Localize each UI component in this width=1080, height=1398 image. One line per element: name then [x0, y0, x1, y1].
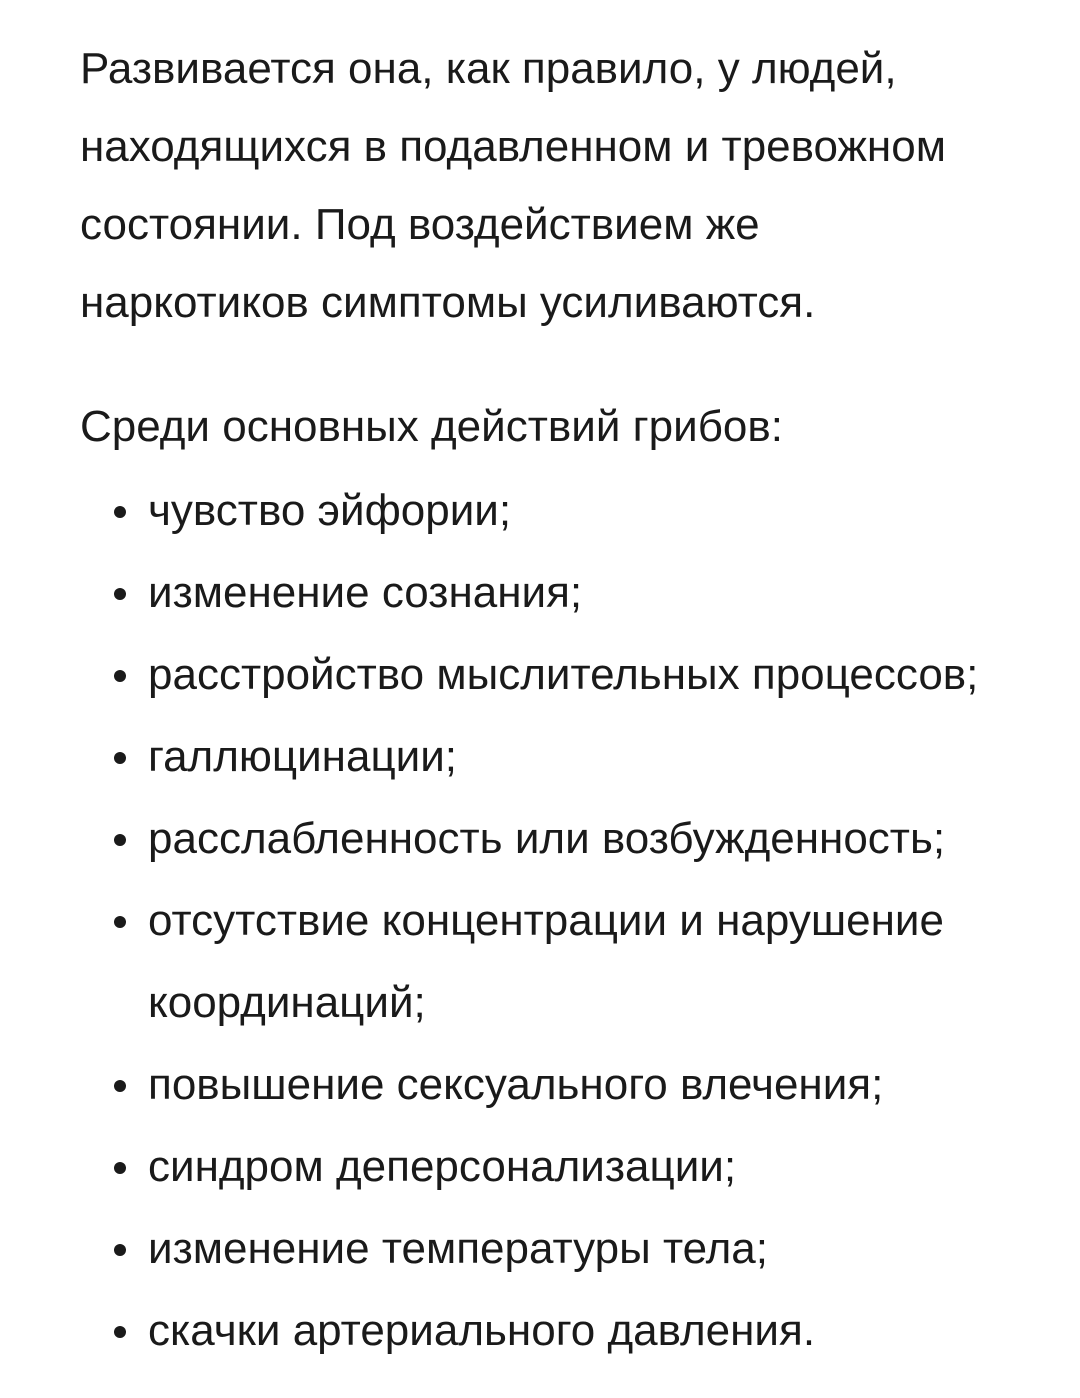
bullet-icon — [114, 1326, 126, 1338]
bullet-icon — [114, 752, 126, 764]
list-item-text: чувство эйфории; — [148, 486, 512, 535]
bullet-icon — [114, 506, 126, 518]
list-item-text: изменение сознания; — [148, 568, 583, 617]
list-item — [80, 1126, 1040, 1208]
list-item — [80, 634, 1040, 716]
bullet-icon — [114, 916, 126, 928]
effects-list — [80, 470, 1040, 1372]
list-item-text: галлюцинации; — [148, 732, 458, 781]
list-item — [80, 880, 1040, 1044]
list-item-text: расстройство мыслительных процессов; — [148, 650, 979, 699]
list-item — [80, 716, 1040, 798]
list-item — [80, 798, 1040, 880]
list-item-text: отсутствие концентрации и нарушение координаций; — [148, 896, 944, 1027]
list-item-text: изменение температуры тела; — [148, 1224, 768, 1273]
list-item-text: скачки артериального давления. — [148, 1306, 816, 1355]
bullet-icon — [114, 588, 126, 600]
bullet-icon — [114, 670, 126, 682]
bullet-icon — [114, 1162, 126, 1174]
list-item-text: синдром деперсонализации; — [148, 1142, 737, 1191]
intro-line: состоянии. Под воздействием же — [80, 200, 760, 249]
list-item-text: повышение сексуального влечения; — [148, 1060, 884, 1109]
bullet-icon — [114, 1080, 126, 1092]
intro-line: наркотиков симптомы усиливаются. — [80, 278, 816, 327]
bullet-icon — [114, 834, 126, 846]
effects-lead: Среди основных действий грибов: — [80, 402, 783, 451]
intro-paragraph — [80, 30, 1040, 342]
list-item — [80, 1290, 1040, 1372]
intro-line: Развивается она, как правило, у людей, — [80, 44, 897, 93]
list-item — [80, 470, 1040, 552]
list-item-text: расслабленность или возбужденность; — [148, 814, 946, 863]
list-item — [80, 1044, 1040, 1126]
bullet-icon — [114, 1244, 126, 1256]
intro-line: находящихся в подавленном и тревожном — [80, 122, 946, 171]
list-item — [80, 1208, 1040, 1290]
list-item — [80, 552, 1040, 634]
